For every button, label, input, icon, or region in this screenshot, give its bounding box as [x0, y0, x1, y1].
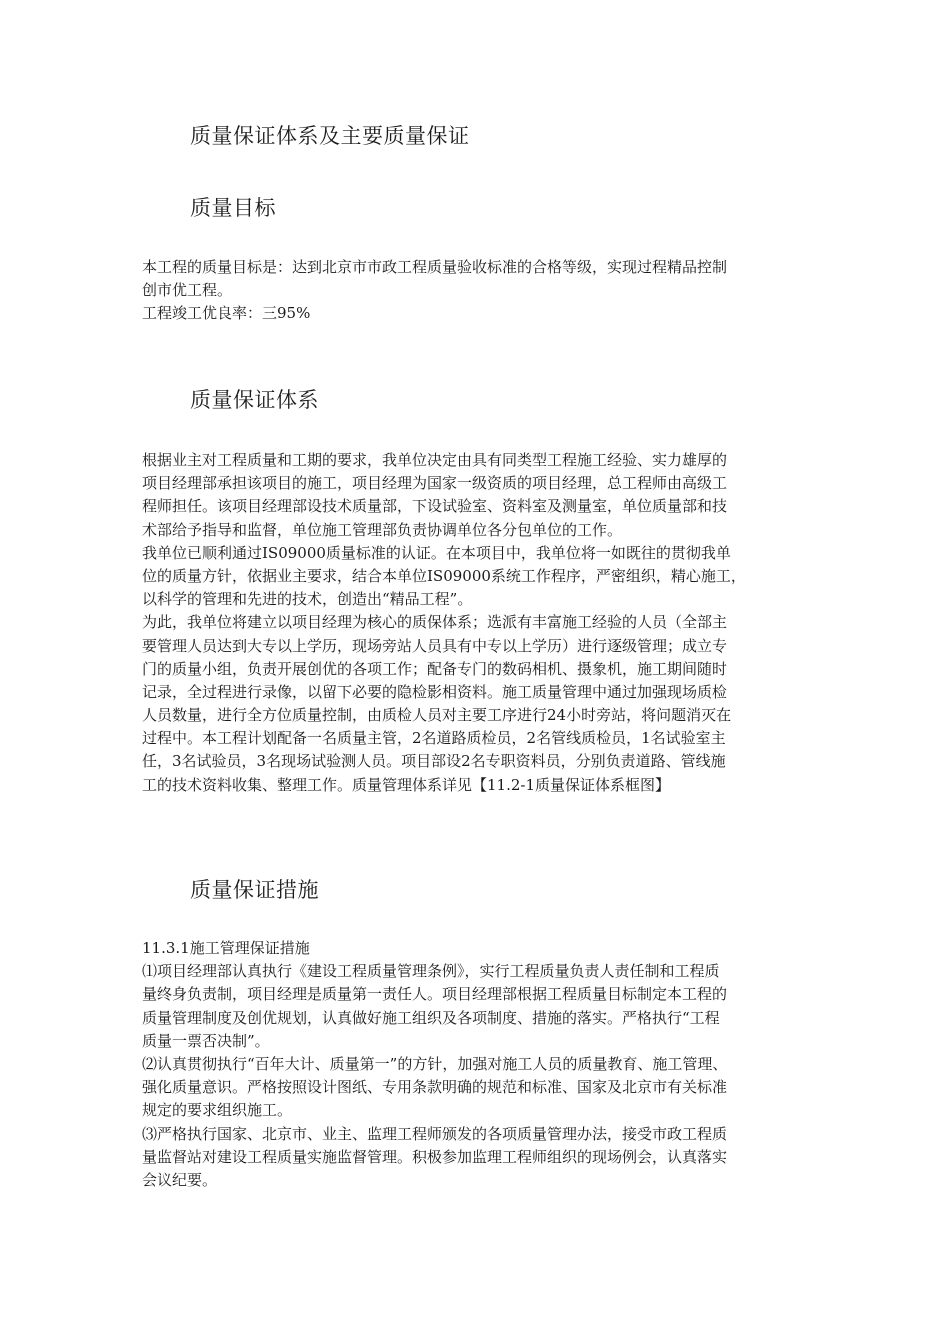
text-line: 以科学的管理和先进的技术，创造出“精品工程”。: [142, 590, 473, 609]
subsection-heading: 11.3.1施工管理保证措施: [142, 939, 310, 957]
text-line: 记录，全过程进行录像，以留下必要的隐检影相资料。施工质量管理中通过加强现场质检: [142, 682, 728, 701]
text-line: 质量管理制度及创优规划，认真做好施工组织及各项制度、措施的落实。严格执行“工程: [142, 1008, 720, 1027]
document-title: 质量保证体系及主要质量保证: [190, 124, 470, 148]
text-line: 任，3名试验员，3名现场试验测人员。项目部设2名专职资料员，分别负责道路、管线施: [142, 752, 726, 771]
text-line: 人员数量，进行全方位质量控制，由质检人员对主要工序进行24小时旁站，将问题消灭在: [142, 706, 732, 725]
text-line: ⑴项目经理部认真执行《建设工程质量管理条例》，实行工程质量负责人责任制和工程质: [142, 962, 720, 981]
section-heading-quality-system: 质量保证体系: [190, 388, 319, 412]
text-line: 程师担任。该项目经理部设技术质量部，下设试验室、资料室及测量室，单位质量部和技: [142, 497, 728, 516]
section-body-quality-measures: [142, 937, 832, 1192]
text-line: 术部给予指导和监督，单位施工管理部负责协调单位各分包单位的工作。: [142, 520, 623, 539]
text-line: ⑵认真贯彻执行“百年大计、质量第一”的方针，加强对施工人员的质量教育、施工管理、: [142, 1054, 728, 1073]
section-body-quality-system: [142, 449, 832, 797]
text-line: 工的技术资料收集、整理工作。质量管理体系详见【11.2-1质量保证体系框图】: [142, 775, 671, 794]
text-line: 为此，我单位将建立以项目经理为核心的质保体系；选派有丰富施工经验的人员（全部主: [142, 613, 728, 632]
text-line: 门的质量小组，负责开展创优的各项工作；配备专门的数码相机、摄象机，施工期间随时: [142, 659, 728, 678]
section-heading-quality-goal: 质量目标: [190, 196, 276, 220]
text-line: 根据业主对工程质量和工期的要求，我单位决定由具有同类型工程施工经验、实力雄厚的: [142, 451, 728, 469]
text-line: 位的质量方针，依据业主要求，结合本单位IS09000系统工作程序，严密组织，精心施工，: [142, 566, 746, 585]
text-line: 量监督站对建设工程质量实施监督管理。积极参加监理工程师组织的现场例会，认真落实: [142, 1147, 728, 1166]
text-line: 工程竣工优良率：三95%: [142, 304, 311, 323]
text-line: 本工程的质量目标是：达到北京市市政工程质量验收标准的合格等级，实现过程精品控制: [142, 258, 728, 276]
text-line: 我单位已顺利通过IS09000质量标准的认证。在本项目中，我单位将一如既往的贯彻我单: [142, 543, 731, 562]
text-line: 规定的要求组织施工。: [142, 1101, 293, 1120]
text-line: 会议纪要。: [142, 1170, 218, 1189]
text-line: 量终身负责制，项目经理是质量第一责任人。项目经理部根据工程质量目标制定本工程的: [142, 985, 728, 1004]
text-line: 强化质量意识。严格按照设计图纸、专用条款明确的规范和标准、国家及北京市有关标准: [142, 1078, 728, 1097]
text-line: 创市优工程。: [142, 281, 233, 300]
text-line: 质量一票否决制”。: [142, 1031, 270, 1050]
text-line: 过程中。本工程计划配备一名质量主管，2名道路质检员，2名管线质检员，1名试验室主: [142, 729, 726, 748]
text-line: ⑶严格执行国家、北京市、业主、监理工程师颁发的各项质量管理办法，接受市政工程质: [142, 1124, 728, 1143]
text-line: 项目经理部承担该项目的施工，项目经理为国家一级资质的项目经理，总工程师由高级工: [142, 474, 728, 493]
text-line: 要管理人员达到大专以上学历，现场旁站人员具有中专以上学历）进行逐级管理；成立专: [142, 636, 728, 655]
section-body-quality-goal: [142, 256, 832, 326]
section-heading-quality-measures: 质量保证措施: [190, 878, 319, 902]
